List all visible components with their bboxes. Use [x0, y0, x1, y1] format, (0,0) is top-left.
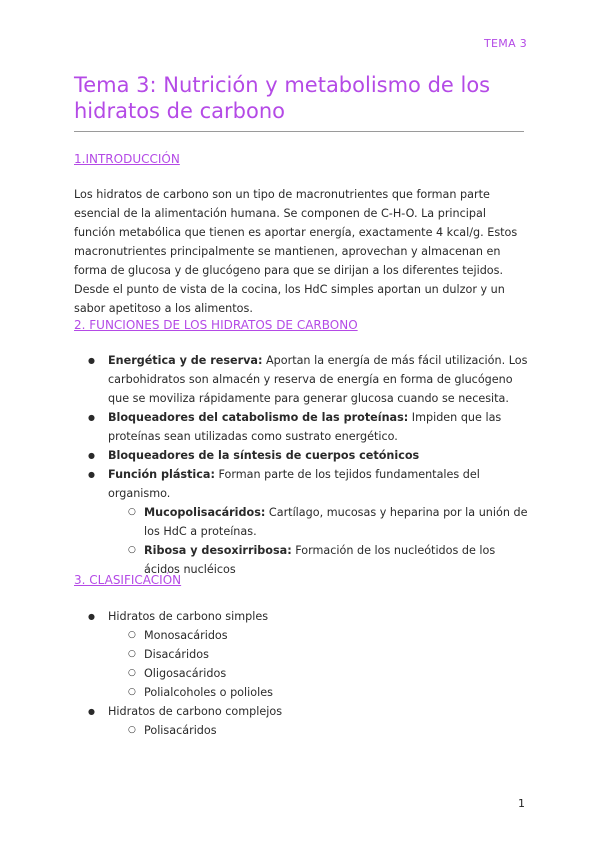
intro-paragraph: Los hidratos de carbono son un tipo de macronutrientes que forman parte esencial de la alimentación humana. Se componen de C-H-O. La principal función metabólica que tienen es aportar energía, exactamente 4 kcal/g. Estos macronutrientes principalmente se mantienen, aprovechan y almacenan en forma de glucosa y de glucógeno para que se dirijan a los diferentes tejidos. Desde el punto de vista de la cocina, los HdC simples aportan un dulzor y un sabor apetitoso a los alimentos.: [74, 188, 518, 315]
item-bold-label: Función plástica:: [108, 468, 215, 481]
title-divider: [74, 131, 524, 132]
item-bold-label: Ribosa y desoxirribosa:: [144, 544, 292, 557]
item-bold-label: Mucopolisacáridos:: [144, 506, 266, 519]
section-heading-introduccion: 1.INTRODUCCIÓN: [74, 152, 180, 166]
sub-list-item: ○ Polialcoholes o polioles: [74, 683, 530, 702]
page-title: Tema 3: Nutrición y metabolismo de los hidratos de carbono: [74, 73, 491, 123]
section-heading-funciones: 2. FUNCIONES DE LOS HIDRATOS DE CARBONO: [74, 318, 358, 332]
funciones-list: [74, 351, 530, 579]
clasificacion-list: [74, 607, 530, 740]
sub-list-item: ○ Disacáridos: [74, 645, 530, 664]
item-text: Cartílago, mucosas y heparina por la unión de los HdC a proteínas.: [144, 506, 528, 538]
list-item: ● Hidratos de carbono simples: [74, 607, 530, 626]
item-bold-label: Bloqueadores del catabolismo de las proteínas:: [108, 411, 409, 424]
list-item: [74, 408, 530, 446]
section-heading-clasificacion: 3. CLASIFICACIÓN: [74, 573, 182, 587]
item-text: Aportan la energía de más fácil utilización. Los carbohidratos son almacén y reserva de energía en forma de glucógeno que se moviliza rápidamente para generar glucosa cuando se necesita.: [108, 354, 528, 405]
list-item: [74, 465, 530, 503]
list-item: [74, 351, 530, 408]
header-tag: TEMA 3: [484, 37, 527, 50]
list-item: ● Hidratos de carbono complejos: [74, 702, 530, 721]
sub-list-item: ○ Polisacáridos: [74, 721, 530, 740]
sub-list-item: ○ Monosacáridos: [74, 626, 530, 645]
item-bold-label: Energética y de reserva:: [108, 354, 263, 367]
page-number: 1: [518, 797, 525, 810]
list-item: [74, 446, 530, 465]
item-bold-label: Bloqueadores de la síntesis de cuerpos cetónicos: [108, 449, 420, 462]
sub-list-item: ○ Oligosacáridos: [74, 664, 530, 683]
item-text: Formación de los nucleótidos de los ácidos nucléicos: [144, 544, 496, 576]
item-text: Impiden que las proteínas sean utilizadas como sustrato energético.: [108, 411, 502, 443]
item-text: Forman parte de los tejidos fundamentales del organismo.: [108, 468, 480, 500]
sub-list-item: [74, 503, 530, 541]
